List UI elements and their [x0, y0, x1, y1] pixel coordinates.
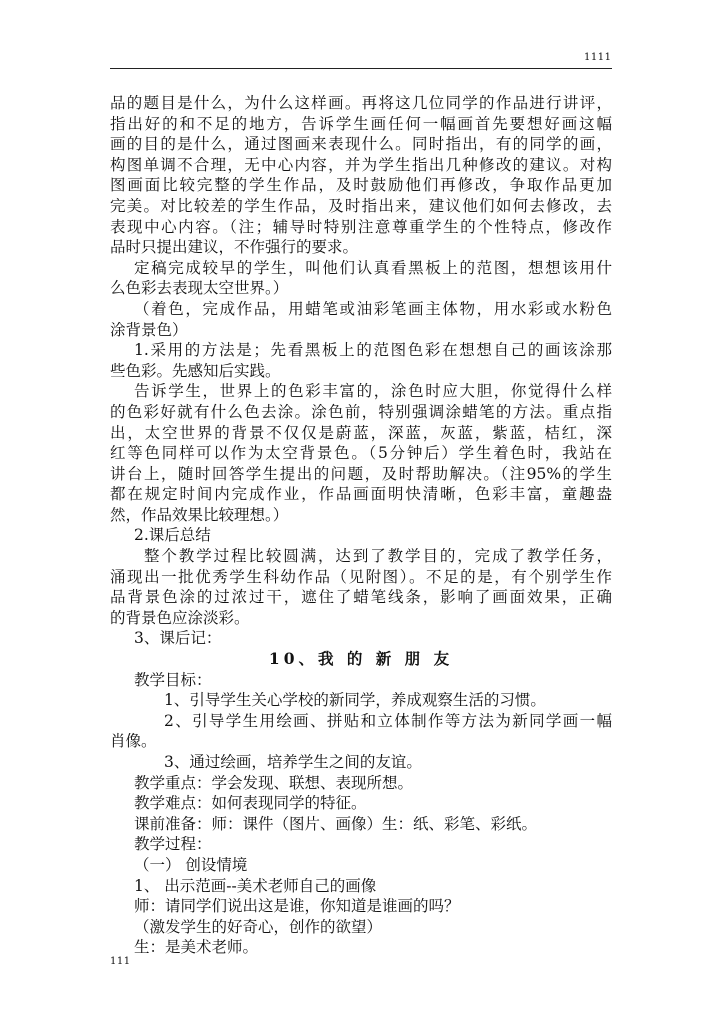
- text-line: （一） 创设情境: [134, 855, 248, 874]
- text-line: 定稿完成较早的学生，叫他们认真看黑板上的范图，想想该用什: [134, 258, 612, 277]
- text-line: 红等色同样可以作为太空背景色。（5分钟后）学生着色时，我站在: [110, 444, 612, 463]
- text-line: 1、 出示范画--美术老师自己的画像: [134, 876, 377, 895]
- header-page-number: 1111: [584, 52, 612, 63]
- text-line: 教学目标：: [134, 670, 212, 689]
- text-line: 图画面比较完整的学生作品，及时鼓励他们再修改，争取作品更加: [110, 176, 612, 195]
- text-line: 2、引导学生用绘画、拼贴和立体制作等方法为新同学画一幅: [164, 711, 612, 730]
- text-line: 么色彩去表现太空世界。）: [110, 279, 289, 298]
- text-line: 完美。对比较差的学生作品，及时指出来，建议他们如何去修改，去: [110, 196, 612, 215]
- text-line: 1、引导学生关心学校的新同学，养成观察生活的习惯。: [164, 691, 546, 710]
- text-line: 的背景色应涂淡彩。: [110, 608, 250, 627]
- text-line: 教学难点：如何表现同学的特征。: [134, 794, 367, 813]
- text-line: 品时只提出建议，不作强行的要求。: [110, 238, 359, 257]
- section-title: 10、我 的 新 朋 友: [268, 649, 454, 669]
- header-rule: [110, 68, 612, 69]
- text-line: 3、课后记：: [134, 629, 222, 648]
- text-line: （激发学生的好奇心，创作的欲望）: [134, 917, 383, 936]
- text-line: 涂背景色）: [110, 320, 188, 339]
- text-line: 讲台上，随时回答学生提出的问题，及时帮助解决。（注95%的学生: [110, 464, 612, 483]
- text-line: 教学重点：学会发现、联想、表现所想。: [134, 773, 414, 792]
- text-line: 教学过程：: [134, 835, 212, 854]
- text-line: 1.采用的方法是；先看黑板上的范图色彩在想想自己的画该涂那: [134, 341, 612, 360]
- body-text: [110, 93, 612, 649]
- text-line: 师：请同学们说出这是谁，你知道是谁画的吗？: [134, 897, 460, 916]
- lesson-text: [110, 670, 612, 958]
- page-content: [110, 93, 612, 958]
- text-line: 肖像。: [110, 732, 157, 751]
- footer-page-number: 111: [110, 956, 131, 967]
- text-line: 告诉学生，世界上的色彩丰富的，涂色时应大胆，你觉得什么样: [134, 382, 612, 401]
- text-line: 然，作品效果比较理想。）: [110, 505, 289, 524]
- text-line: 指出好的和不足的地方，告诉学生画任何一幅画首先要想好画这幅: [110, 114, 612, 133]
- text-line: 出，太空世界的背景不仅仅是蔚蓝，深蓝，灰蓝，紫蓝，桔红，深: [110, 423, 612, 442]
- text-line: 品背景色涂的过浓过干，遮住了蜡笔线条，影响了画面效果，正确: [110, 588, 612, 607]
- text-line: 的色彩好就有什么色去涂。涂色前，特别强调涂蜡笔的方法。重点指: [110, 402, 612, 421]
- text-line: 些色彩。先感知后实践。: [110, 361, 281, 380]
- text-line: 构图单调不合理，无中心内容，并为学生指出几种修改的建议。对构: [110, 155, 612, 174]
- text-line: 3、通过绘画，培养学生之间的友谊。: [164, 753, 422, 771]
- text-line: 表现中心内容。（注；辅导时特别注意尊重学生的个性特点，修改作: [110, 217, 612, 236]
- text-line: 课前准备：师：课件（图片、画像）生：纸、彩笔、彩纸。: [134, 814, 538, 833]
- text-line: 2.课后总结: [134, 526, 211, 545]
- text-line: 都在规定时间内完成作业，作品画面明快清晰，色彩丰富，童趣盎: [110, 485, 612, 504]
- text-line: 整个教学过程比较圆满，达到了教学目的，完成了教学任务，: [144, 547, 612, 566]
- text-line: 画的目的是什么，通过图画来表现什么。同时指出，有的同学的画，: [110, 135, 612, 154]
- text-line: 品的题目是什么，为什么这样画。再将这几位同学的作品进行讲评，: [110, 94, 612, 112]
- text-line: 生：是美术老师。: [134, 938, 259, 957]
- text-line: （着色，完成作品，用蜡笔或油彩笔画主体物，用水彩或水粉色: [134, 299, 612, 318]
- text-line: 涌现出一批优秀学生科幼作品（见附图）。不足的是，有个别学生作: [110, 567, 612, 586]
